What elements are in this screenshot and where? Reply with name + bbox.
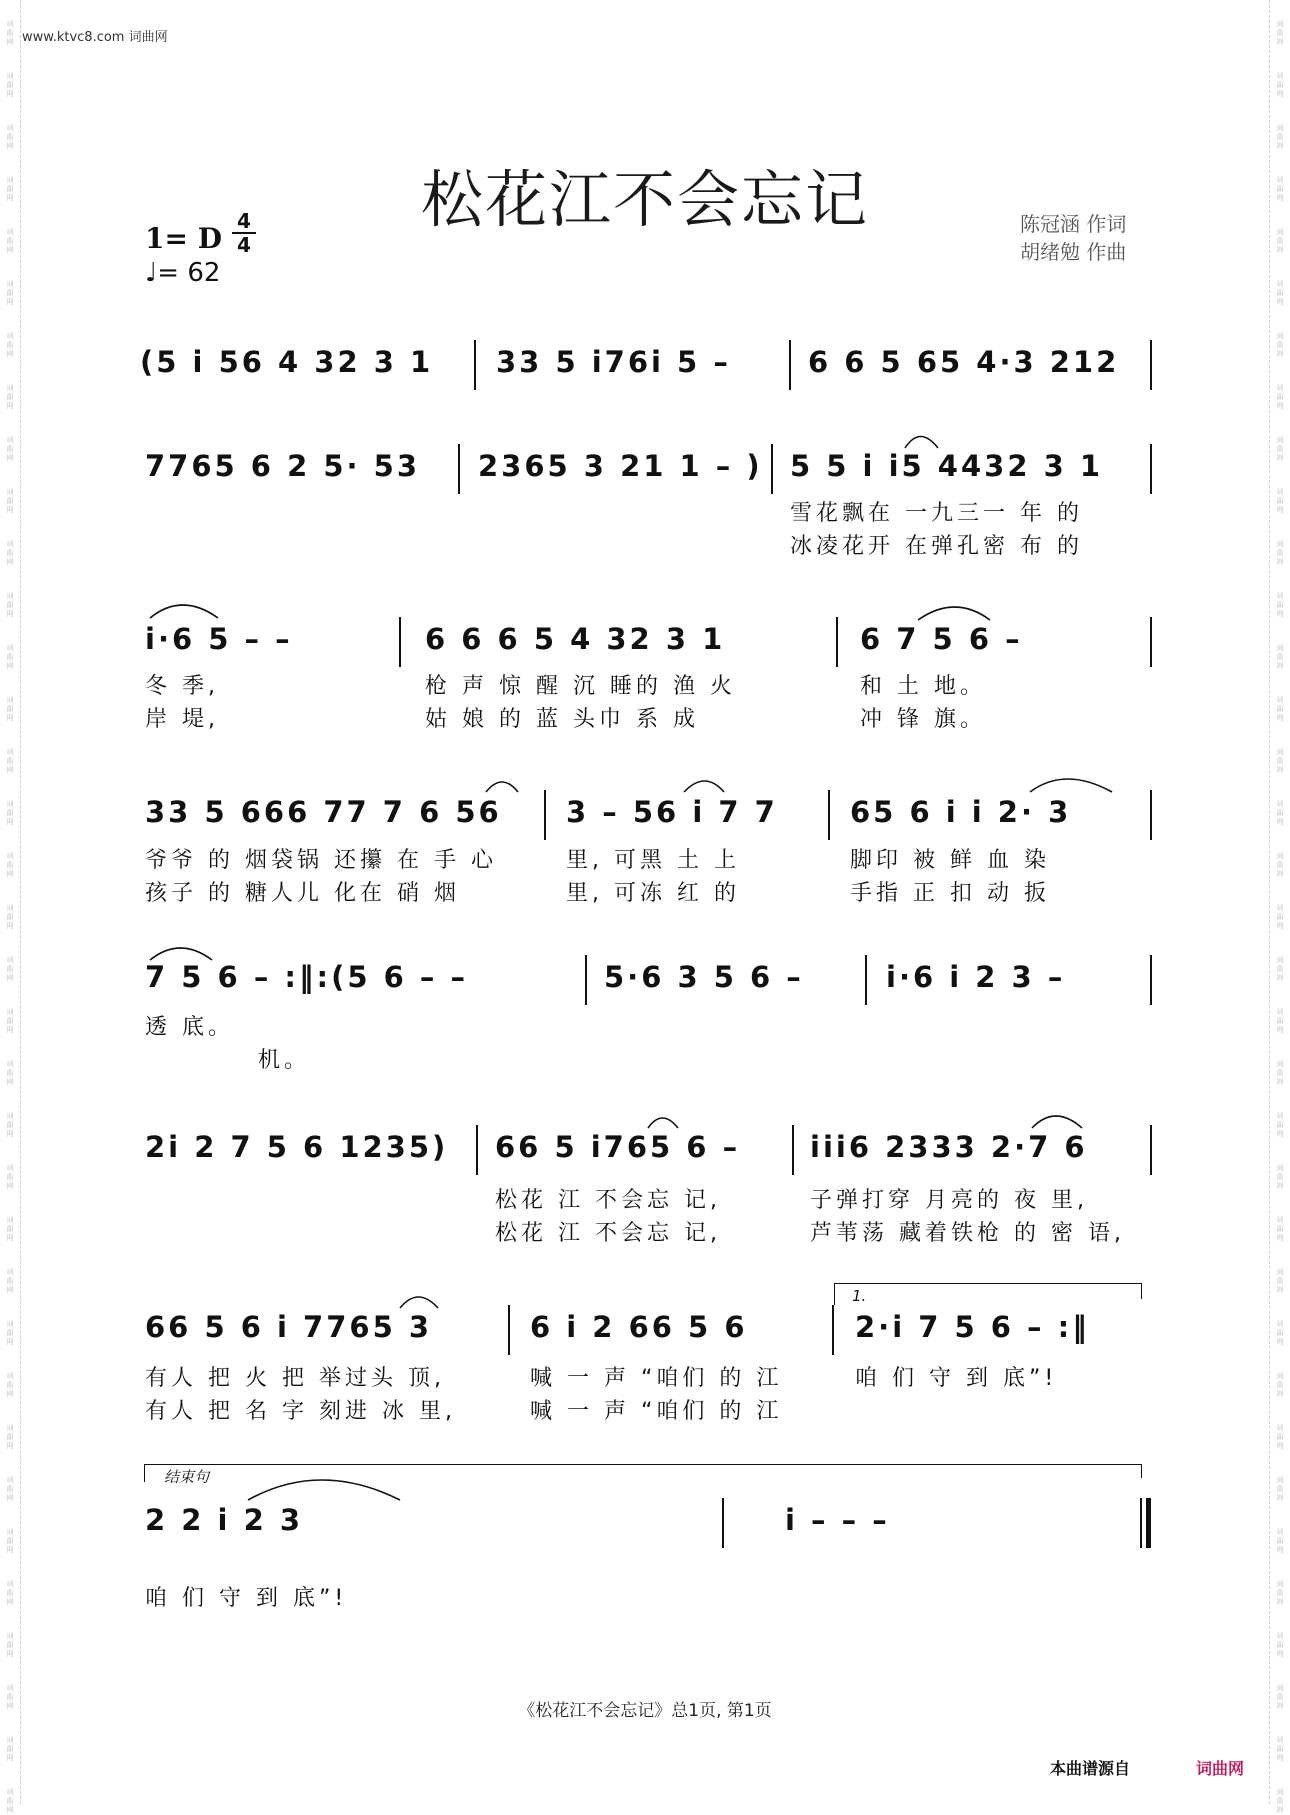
note-group: 6 i 2 66 5 6 (530, 1310, 748, 1344)
page-footer: 《松花江不会忘记》总1页, 第1页 (518, 1701, 772, 1721)
watermark-text: 词 曲 网 (6, 1112, 14, 1138)
watermark-text: 词 曲 网 (1276, 176, 1284, 202)
note-group: 2 2 i 2 3 (145, 1503, 304, 1537)
lyric-line: 姑 娘 的 蓝 头巾 系 成 (425, 707, 699, 732)
watermark-text: 词 曲 网 (6, 1320, 14, 1346)
watermark-text: 词 曲 网 (1276, 540, 1284, 566)
watermark-text: 词 曲 网 (1276, 124, 1284, 150)
lyricist-credit: 陈冠涵 作词 (1020, 212, 1127, 236)
watermark-text: 词 曲 网 (6, 1164, 14, 1190)
lyric-line: 喊 一 声 “咱们 的 江 (530, 1366, 783, 1391)
watermark-text: 词 曲 网 (6, 436, 14, 462)
volta-label: 1. (852, 1287, 867, 1305)
watermark-text: 词 曲 网 (6, 124, 14, 150)
source-label: 本曲谱源自 (1050, 1759, 1131, 1778)
watermark-text: 词 曲 网 (6, 1476, 14, 1502)
note-group: 2365 3 21 1 – ) (478, 449, 763, 483)
watermark-text: 词 曲 网 (6, 176, 14, 202)
lyric-line: 里, 可黑 土 上 (566, 848, 740, 873)
note-group: 65 6 i i 2· 3 (850, 795, 1072, 829)
watermark-text: 词 曲 网 (1276, 1268, 1284, 1294)
lyric-line: 松花 江 不会忘 记, (495, 1188, 721, 1213)
watermark-text: 词 曲 网 (6, 1684, 14, 1710)
watermark-text: 词 曲 网 (1276, 800, 1284, 826)
lyric-line: 手指 正 扣 动 扳 (850, 881, 1050, 906)
note-group: 33 5 i76i 5 – (496, 345, 731, 379)
watermark-text: 词 曲 网 (6, 1060, 14, 1086)
watermark-text: 词 曲 网 (6, 1216, 14, 1242)
time-signature-top: 4 (237, 209, 251, 233)
watermark-text: 词 曲 网 (1276, 1164, 1284, 1190)
note-group: 3 – 56 i 7 7 (566, 795, 778, 829)
watermark-text: 词 曲 网 (6, 540, 14, 566)
slur (648, 1118, 678, 1128)
lyric-line: 冬 季, (145, 674, 219, 699)
watermark-text: 词 曲 网 (6, 852, 14, 878)
lyric-line: 机。 (258, 1048, 311, 1073)
note-group: 5·6 3 5 6 – (604, 960, 804, 994)
watermark-text: 词 曲 网 (1276, 1580, 1284, 1606)
site-url[interactable]: www.ktvc8.com 词曲网 (22, 30, 168, 45)
watermark-text: 词 曲 网 (1276, 1060, 1284, 1086)
watermark-text: 词 曲 网 (1276, 20, 1284, 46)
watermark-text: 词 曲 网 (6, 1372, 14, 1398)
ending-label: 结束句 (164, 1468, 210, 1486)
lyric-line: 和 土 地。 (860, 674, 986, 699)
watermark-text: 词 曲 网 (1276, 436, 1284, 462)
slur (248, 1480, 400, 1500)
watermark-text: 词 曲 网 (6, 1424, 14, 1450)
slur (1030, 779, 1112, 792)
lyric-line: 透 底。 (145, 1015, 234, 1040)
lyric-line: 咱 们 守 到 底”! (145, 1586, 348, 1611)
watermark-text: 词 曲 网 (1276, 592, 1284, 618)
watermark-text: 词 曲 网 (6, 228, 14, 254)
lyric-line: 子弹打穿 月亮的 夜 里, (810, 1188, 1088, 1213)
note-group: 66 5 i765 6 – (495, 1130, 741, 1164)
watermark-text: 词 曲 网 (6, 384, 14, 410)
lyric-line: 咱 们 守 到 底”! (855, 1366, 1058, 1391)
watermark-text: 词 曲 网 (1276, 644, 1284, 670)
watermark-text: 词 曲 网 (6, 72, 14, 98)
watermark-text: 词 曲 网 (6, 904, 14, 930)
lyric-line: 有人 把 火 把 举过头 顶, (145, 1366, 445, 1391)
lyric-line: 有人 把 名 字 刻进 冰 里, (145, 1399, 456, 1424)
key-signature: 1= D (145, 222, 222, 255)
note-group: 2i 2 7 5 6 1235) (145, 1130, 449, 1164)
note-group: 6 7 5 6 – (860, 622, 1023, 656)
lyric-line: 爷爷 的 烟袋锅 还攥 在 手 心 (145, 848, 497, 873)
lyric-line: 喊 一 声 “咱们 的 江 (530, 1399, 783, 1424)
lyric-line: 岸 堤, (145, 707, 219, 732)
lyric-line: 里, 可冻 红 的 (566, 881, 740, 906)
site-logo[interactable]: 词曲网 (1196, 1759, 1245, 1778)
tempo-marking: ♩= 62 (145, 258, 221, 288)
note-group: i·6 5 – – (145, 622, 293, 656)
watermark-text: 词 曲 网 (1276, 488, 1284, 514)
watermark-text: 词 曲 网 (6, 956, 14, 982)
watermark-text: 词 曲 网 (1276, 1528, 1284, 1554)
lyric-line: 雪花飘在 一九三一 年 的 (790, 501, 1083, 526)
watermark-text: 词 曲 网 (1276, 1476, 1284, 1502)
watermark-text: 词 曲 网 (6, 280, 14, 306)
watermark-text: 词 曲 网 (6, 748, 14, 774)
slur (150, 605, 218, 618)
note-group: iii6 2333 2·7 6 (810, 1130, 1088, 1164)
watermark-text: 词 曲 网 (6, 696, 14, 722)
watermark-text: 词 曲 网 (6, 592, 14, 618)
note-group: 2·i 7 5 6 – :‖ (855, 1310, 1090, 1344)
watermark-text: 词 曲 网 (1276, 1424, 1284, 1450)
composer-credit: 胡绪勉 作曲 (1020, 240, 1127, 264)
note-group: i – – – (785, 1503, 890, 1537)
watermark-text: 词 曲 网 (1276, 1632, 1284, 1658)
note-group: 7765 6 2 5· 53 (145, 449, 421, 483)
lyric-line: 松花 江 不会忘 记, (495, 1221, 721, 1246)
slur (684, 781, 724, 792)
lyric-line: 芦苇荡 藏着铁枪 的 密 语, (810, 1221, 1125, 1246)
watermark-text: 词 曲 网 (1276, 748, 1284, 774)
watermark-text: 词 曲 网 (1276, 852, 1284, 878)
note-group: 5 5 i i5 4432 3 1 (790, 449, 1104, 483)
watermark-text: 词 曲 网 (6, 1008, 14, 1034)
watermark-text: 词 曲 网 (6, 800, 14, 826)
lyric-line: 孩子 的 糖人儿 化在 硝 烟 (145, 881, 460, 906)
slur (400, 1297, 438, 1308)
page-title: 松花江不会忘记 (420, 163, 869, 236)
watermark-text: 词 曲 网 (1276, 904, 1284, 930)
watermark-text: 词 曲 网 (6, 1632, 14, 1658)
watermark-text: 词 曲 网 (1276, 1320, 1284, 1346)
watermark-text: 词 曲 网 (6, 1788, 14, 1814)
slur (1032, 1116, 1082, 1128)
watermark-text: 词 曲 网 (1276, 956, 1284, 982)
time-signature-bottom: 4 (232, 232, 256, 256)
watermark-text: 词 曲 网 (6, 332, 14, 358)
watermark-text: 词 曲 网 (1276, 280, 1284, 306)
note-group: i·6 i 2 3 – (886, 960, 1066, 994)
watermark-text: 词 曲 网 (1276, 1216, 1284, 1242)
note-group: 7 5 6 – :‖:(5 6 – – (145, 960, 469, 994)
watermark-text: 词 曲 网 (6, 1580, 14, 1606)
note-group: 33 5 666 77 7 6 56 (145, 795, 502, 829)
watermark-text: 词 曲 网 (1276, 1684, 1284, 1710)
slur (486, 782, 518, 792)
watermark-text: 词 曲 网 (1276, 384, 1284, 410)
watermark-text: 词 曲 网 (6, 1528, 14, 1554)
watermark-text: 词 曲 网 (6, 1268, 14, 1294)
lyric-line: 枪 声 惊 醒 沉 睡的 渔 火 (425, 674, 736, 699)
note-group: 6 6 5 65 4·3 212 (808, 345, 1120, 379)
lyric-line: 冲 锋 旗。 (860, 707, 986, 732)
slur (918, 607, 990, 620)
note-group: 66 5 6 i 7765 3 (145, 1310, 433, 1344)
lyric-line: 冰凌花开 在弹孔密 布 的 (790, 534, 1083, 559)
watermark-text: 词 曲 网 (1276, 1008, 1284, 1034)
watermark-text: 词 曲 网 (1276, 332, 1284, 358)
watermark-text: 词 曲 网 (1276, 1112, 1284, 1138)
watermark-text: 词 曲 网 (1276, 1372, 1284, 1398)
watermark-text: 词 曲 网 (1276, 696, 1284, 722)
note-group: 6 6 6 5 4 32 3 1 (425, 622, 726, 656)
lyric-line: 脚印 被 鲜 血 染 (850, 848, 1050, 873)
watermark-text: 词 曲 网 (6, 488, 14, 514)
watermark-text: 词 曲 网 (1276, 72, 1284, 98)
watermark-text: 词 曲 网 (6, 20, 14, 46)
watermark-text: 词 曲 网 (6, 1736, 14, 1762)
watermark-text: 词 曲 网 (1276, 228, 1284, 254)
watermark-text: 词 曲 网 (6, 644, 14, 670)
slur (905, 437, 938, 449)
watermark-text: 词 曲 网 (1276, 1736, 1284, 1762)
watermark-text: 词 曲 网 (1276, 1788, 1284, 1814)
slur (150, 948, 212, 960)
note-group: (5 i 56 4 32 3 1 (140, 345, 434, 379)
